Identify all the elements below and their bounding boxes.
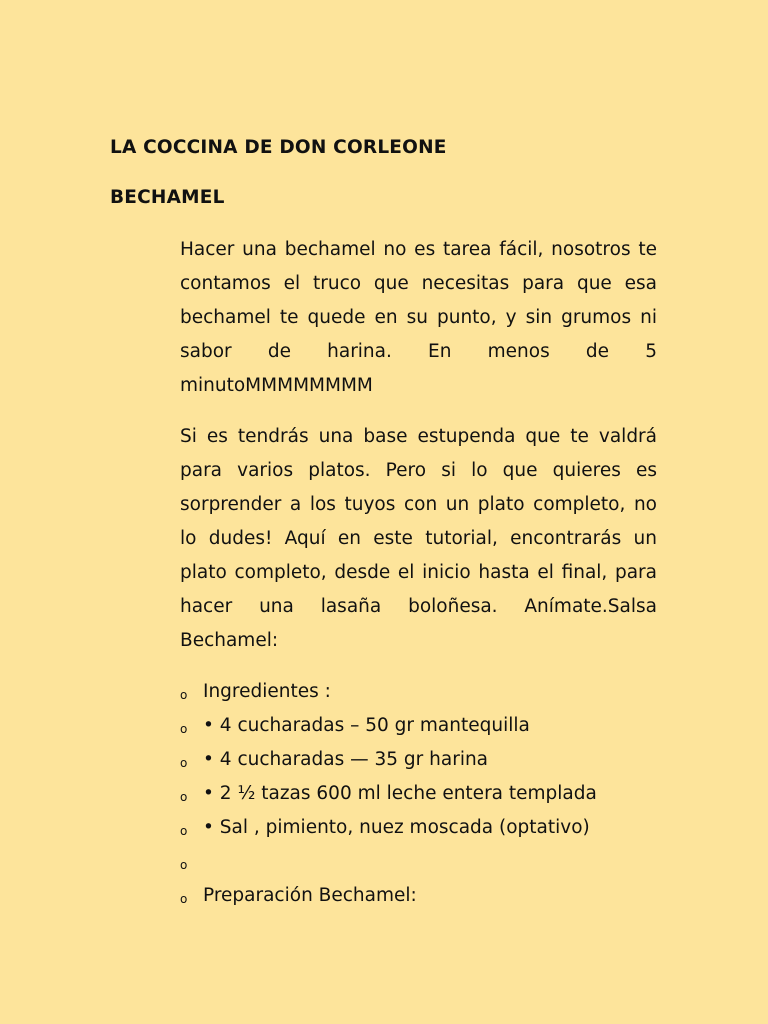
bullet-marker: o [180, 824, 188, 838]
bullet-marker: o [180, 688, 188, 702]
document-title: LA COCCINA DE DON CORLEONE [110, 137, 447, 158]
bullet-marker: o [180, 722, 188, 736]
bullet-marker: o [180, 756, 188, 770]
paragraph-intro: Hacer una bechamel no es tarea fácil, nosotros te contamos el truco que necesitas para que esa bechamel te quede en su punto, y sin grumos ni sabor de harina. En menos de 5 minutoMMMMMMMM [180, 239, 657, 396]
list-item [180, 675, 597, 709]
list-item-text: Preparación Bechamel: [203, 885, 417, 906]
list-item-text: • 4 cucharadas – 50 gr mantequilla [203, 715, 530, 736]
bullet-marker: o [180, 892, 188, 906]
list-item-text: • 2 ½ tazas 600 ml leche entera templada [203, 783, 597, 804]
paragraph-body: Si es tendrás una base estupenda que te valdrá para varios platos. Pero si lo que quieres es sorprender a los tuyos con un plato completo, no lo dudes! Aquí en este tutorial, encontrarás un plato completo, desde el inicio hasta el final, para hacer una lasaña boloñesa. Anímate.Salsa Bechamel: [180, 426, 657, 651]
list-item-text: Ingredientes : [203, 681, 331, 702]
bullet-marker: o [180, 858, 188, 872]
section-heading: BECHAMEL [110, 187, 225, 208]
ingredient-list [180, 675, 597, 913]
list-item [180, 709, 597, 743]
list-item [180, 811, 597, 845]
list-item [180, 879, 597, 913]
list-item-text: • 4 cucharadas — 35 gr harina [203, 749, 489, 770]
list-item [180, 845, 597, 879]
list-item [180, 743, 597, 777]
bullet-marker: o [180, 790, 188, 804]
list-item [180, 777, 597, 811]
list-item-text: • Sal , pimiento, nuez moscada (optativo) [203, 817, 590, 838]
